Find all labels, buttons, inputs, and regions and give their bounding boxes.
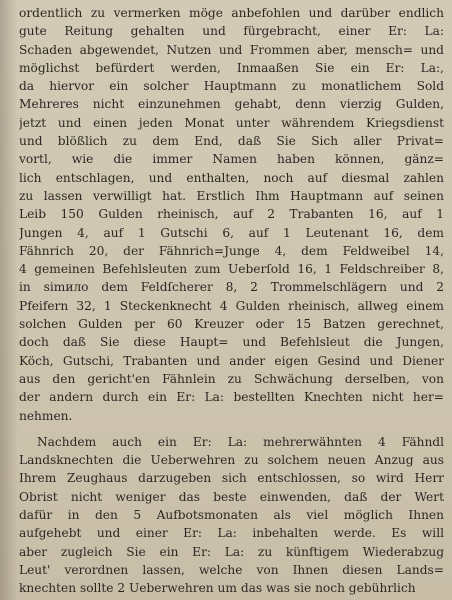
text-line: dafür in den 5 Aufbotsmonaten als viel möglich Ihnen <box>19 508 444 523</box>
text-line: möglichst befürdert werden, Inmaaßen Sie ein Er: La:, <box>19 60 444 75</box>
text-line: Köch, Gutschi, Trabanten und ander eigen Gesind und Diener <box>19 353 444 368</box>
text-line: Obrist nicht weniger das beste einwenden, daß der Wert <box>19 489 444 504</box>
text-line: ordentlich zu vermerken möge anbefohlen und darüber endlich <box>19 6 444 20</box>
text-line: Leib 150 Gulden rheinisch, auf 2 Trabanten 16, auf 1 <box>19 207 444 222</box>
text-line: Landsknechten die Ueberwehren zu solchem neuen Anzug aus <box>19 453 444 468</box>
text-line: Schaden abgewendet, Nutzen und Frommen aber, mensch= und <box>19 42 444 57</box>
text-line: Ihrem Zeughaus darzugeben sich entschlossen, so wird Herr <box>19 471 444 486</box>
text-line: 4 gemeinen Befehlsleuten zum Ueberſold 16, 1 Feldschreiber 8, <box>19 262 444 277</box>
page-gutter-shadow <box>0 0 18 600</box>
text-line: Jungen 4, auf 1 Gutschi 6, auf 1 Leutenant 16, dem <box>19 225 444 240</box>
text-line: aber zugleich Sie ein Er: La: zu künftigem Wiederabzug <box>19 544 444 559</box>
text-line: der andern durch ein Er: La: bestellten Knechten nicht her= <box>19 390 444 405</box>
text-line: da hiervor ein solcher Hauptmann zu monatlichem Sold <box>19 79 444 94</box>
text-line: zu lassen verwilligt hat. Erstlich Ihm Hauptmann auf seinen <box>19 188 444 203</box>
text-line: vortl, wie die immer Namen haben können, gänz= <box>19 152 444 167</box>
paragraph-gap <box>19 425 444 433</box>
text-line: aus den gericht'en Fähnlein zu Schwächung derselben, von <box>19 371 444 386</box>
text-line: lich entschlagen, und enthalten, noch auf diesmal zahlen <box>19 170 444 185</box>
text-line: Leut' verordnen lassen, welche von Ihnen diesen Lands= <box>19 562 444 577</box>
text-line: aufgehebt und einer Er: La: inbehalten werde. Es will <box>19 526 444 541</box>
text-line: und blößlich zu dem End, daß Sie Sich aller Privat= <box>19 134 444 149</box>
text-line: solchen Gulden per 60 Kreuzer oder 15 Batzen gerechnet, <box>19 317 444 332</box>
text-line: doch daß Sie diese Haupt= und Befehlsleut die Jungen, <box>19 335 444 350</box>
text-line: nehmen. <box>19 408 73 423</box>
text-line: gute Reitung gehalten und fürgebracht, einer Er: La: <box>19 24 444 39</box>
text-line: Mehreres nicht einzunehmen gehabt, denn vierzig Gulden, <box>19 97 444 112</box>
text-line: Fähnrich 20, der Fähnrich=Junge 4, dem Feldweibel 14, <box>19 243 444 258</box>
body-text <box>19 4 444 598</box>
text-line: Pfeifern 32, 1 Steckenknecht 4 Gulden rheinisch, allweg einem <box>19 298 444 313</box>
text-line: knechten sollte 2 Ueberwehren um das was sie noch gebührlich <box>19 581 416 596</box>
text-line: in simило dem Feldſcherer 8, 2 Trommelschlägern und 2 <box>19 280 444 295</box>
text-line: jetzt und einen jeden Monat unter währendem Kriegsdienst <box>19 115 444 130</box>
text-line: Nachdem auch ein Er: La: mehrerwähnten 4 Fähndl <box>37 434 444 449</box>
